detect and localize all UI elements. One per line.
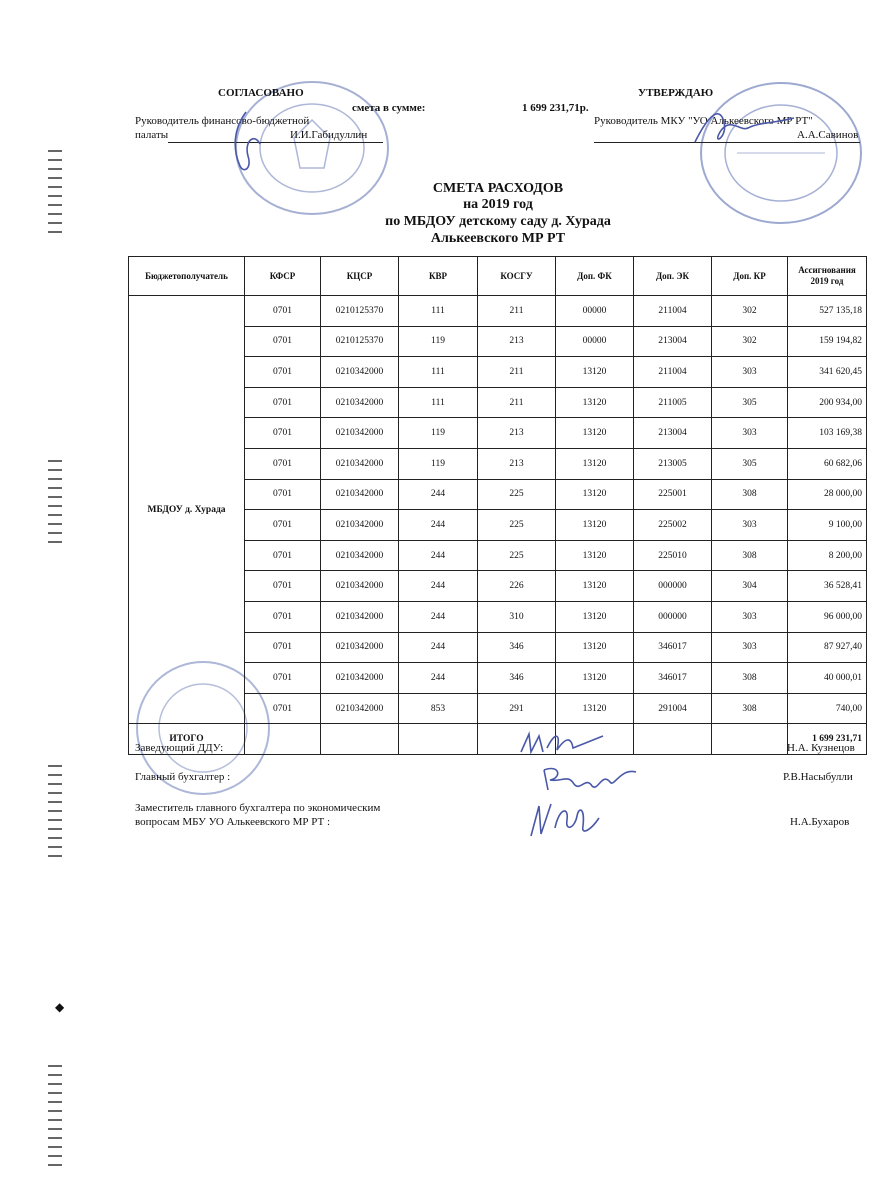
title-line2: на 2019 год [463,197,533,212]
cell: 13120 [556,479,634,510]
cell: 119 [399,326,478,357]
scan-marks-bottom [48,1065,62,1173]
cell: 0210125370 [321,296,399,327]
cell: 0210342000 [321,387,399,418]
approved-right-label: УТВЕРЖДАЮ [638,87,714,99]
assign-label: Ассигнования [798,265,856,275]
cell: 211004 [634,296,712,327]
cell: 213 [478,448,556,479]
cell: 000000 [634,601,712,632]
cell: 225001 [634,479,712,510]
cell: 244 [399,663,478,694]
cell: 213004 [634,418,712,449]
cell: 0701 [245,418,321,449]
cell: 346017 [634,663,712,694]
total-label: ИТОГО [129,724,245,755]
left-name: И.И.Габидуллин [290,129,368,141]
col-header: Доп. ЭК [634,257,712,296]
cell-empty [712,724,788,755]
cell: 0210342000 [321,693,399,724]
cell: 0701 [245,326,321,357]
cell: 13120 [556,663,634,694]
cell: 346017 [634,632,712,663]
cell: 0210342000 [321,448,399,479]
amount-cell: 8 200,00 [788,540,867,571]
cell: 308 [712,540,788,571]
right-stamp [697,78,865,228]
budget-table [128,256,867,755]
cell: 0701 [245,601,321,632]
cell: 0701 [245,663,321,694]
cell: 244 [399,479,478,510]
table-header-row [129,257,867,296]
cell: 244 [399,510,478,541]
cell: 0210342000 [321,571,399,602]
cell: 213005 [634,448,712,479]
accountant-role: Главный бухгалтер : [135,771,231,783]
cell: 244 [399,601,478,632]
cell: 211 [478,296,556,327]
cell: 13120 [556,418,634,449]
cell: 302 [712,326,788,357]
cell: 211005 [634,387,712,418]
cell: 225 [478,479,556,510]
cell: 13120 [556,387,634,418]
cell: 213 [478,326,556,357]
punch-mark: ◆ [55,1000,65,1014]
left-role-line2: палаты [135,129,169,141]
total-value: 1 699 231,71 [788,724,867,755]
amount-cell: 740,00 [788,693,867,724]
col-header: КОСГУ [478,257,556,296]
title-line3: по МБДОУ детскому саду д. Хурада [385,214,611,229]
amount-cell: 60 682,06 [788,448,867,479]
cell: 13120 [556,540,634,571]
amount-cell: 96 000,00 [788,601,867,632]
cell: 346 [478,632,556,663]
cell: 244 [399,571,478,602]
cell: 308 [712,479,788,510]
head-name: Н.А. Кузнецов [787,742,855,754]
sum-value: 1 699 231,71р. [522,102,589,114]
cell: 304 [712,571,788,602]
cell: 119 [399,448,478,479]
cell: 000000 [634,571,712,602]
cell-empty [245,724,321,755]
amount-cell: 36 528,41 [788,571,867,602]
col-header: Доп. КР [712,257,788,296]
cell-empty [634,724,712,755]
cell-empty [399,724,478,755]
cell: 310 [478,601,556,632]
cell: 0210342000 [321,663,399,694]
approved-left-label: СОГЛАСОВАНО [218,87,304,99]
cell: 244 [399,632,478,663]
cell: 303 [712,357,788,388]
cell: 211 [478,357,556,388]
cell: 346 [478,663,556,694]
cell: 308 [712,663,788,694]
cell: 303 [712,418,788,449]
cell: 00000 [556,296,634,327]
cell: 225 [478,540,556,571]
cell: 0210342000 [321,540,399,571]
cell: 13120 [556,601,634,632]
cell: 0210342000 [321,479,399,510]
left-approver-signature [226,108,266,178]
cell: 291 [478,693,556,724]
title-line4: Алькеевского МР РТ [430,231,566,246]
head-role: Заведующий ДДУ: [135,742,224,754]
cell: 213 [478,418,556,449]
cell: 225002 [634,510,712,541]
cell: 0210342000 [321,632,399,663]
cell: 225 [478,510,556,541]
cell: 211 [478,387,556,418]
cell: 13120 [556,632,634,663]
assign-year: 2019 год [810,276,844,286]
cell: 303 [712,632,788,663]
amount-cell: 103 169,38 [788,418,867,449]
col-header: Доп. ФК [556,257,634,296]
right-role: Руководитель МКУ "УО Алькеевского МР РТ" [594,115,813,127]
cell: 244 [399,540,478,571]
scan-marks-top [48,150,62,240]
cell: 303 [712,601,788,632]
cell: 111 [399,357,478,388]
cell: 213004 [634,326,712,357]
cell: 211004 [634,357,712,388]
cell: 226 [478,571,556,602]
amount-cell: 9 100,00 [788,510,867,541]
cell: 0701 [245,448,321,479]
col-header: КФСР [245,257,321,296]
cell: 225010 [634,540,712,571]
cell: 0701 [245,571,321,602]
head-signature [517,728,607,758]
amount-cell: 200 934,00 [788,387,867,418]
cell: 13120 [556,510,634,541]
col-header: Бюджетополучатель [129,257,245,296]
cell: 291004 [634,693,712,724]
cell: 302 [712,296,788,327]
accountant-signature [540,762,640,796]
left-signature-line [168,142,383,143]
amount-cell: 87 927,40 [788,632,867,663]
amount-cell: 341 620,45 [788,357,867,388]
cell: 0701 [245,387,321,418]
cell: 0701 [245,510,321,541]
cell: 13120 [556,357,634,388]
deputy-name: Н.А.Бухаров [790,816,850,828]
amount-cell: 527 135,18 [788,296,867,327]
col-header: КЦСР [321,257,399,296]
cell: 0701 [245,540,321,571]
cell: 00000 [556,326,634,357]
deputy-role-line1: Заместитель главного бухгалтера по экономическим [135,802,381,814]
cell: 305 [712,387,788,418]
cell: 0210342000 [321,510,399,541]
table-row [129,296,867,327]
cell: 308 [712,693,788,724]
left-role-line1: Руководитель финансово-бюджетной [135,115,310,127]
total-row [129,724,867,755]
cell: 0701 [245,693,321,724]
col-header: КВР [399,257,478,296]
right-name: А.А.Савинов [797,129,859,141]
amount-cell: 40 000,01 [788,663,867,694]
cell-empty [321,724,399,755]
amount-cell: 159 194,82 [788,326,867,357]
title-line1: СМЕТА РАСХОДОВ [432,181,564,196]
cell: 111 [399,296,478,327]
cell: 0701 [245,357,321,388]
scan-marks-lower [48,765,62,864]
cell: 13120 [556,693,634,724]
cell: 0701 [245,296,321,327]
deputy-role-line2: вопросам МБУ УО Алькеевского МР РТ : [135,816,331,828]
right-approver-signature [690,102,800,152]
cell: 0210125370 [321,326,399,357]
accountant-name: Р.В.Насыбулли [783,771,853,783]
cell: 119 [399,418,478,449]
cell: 0701 [245,632,321,663]
cell: 0210342000 [321,357,399,388]
cell: 305 [712,448,788,479]
cell: 0210342000 [321,418,399,449]
col-header-assign [788,257,867,296]
cell: 111 [399,387,478,418]
cell: 0701 [245,479,321,510]
cell: 0210342000 [321,601,399,632]
cell: 303 [712,510,788,541]
cell: 13120 [556,448,634,479]
recipient-cell: МБДОУ д. Хурада [129,296,245,724]
amount-cell: 28 000,00 [788,479,867,510]
cell: 853 [399,693,478,724]
cell: 13120 [556,571,634,602]
scan-marks-middle [48,460,62,550]
sum-label: смета в сумме: [352,102,426,114]
deputy-signature [525,798,605,840]
